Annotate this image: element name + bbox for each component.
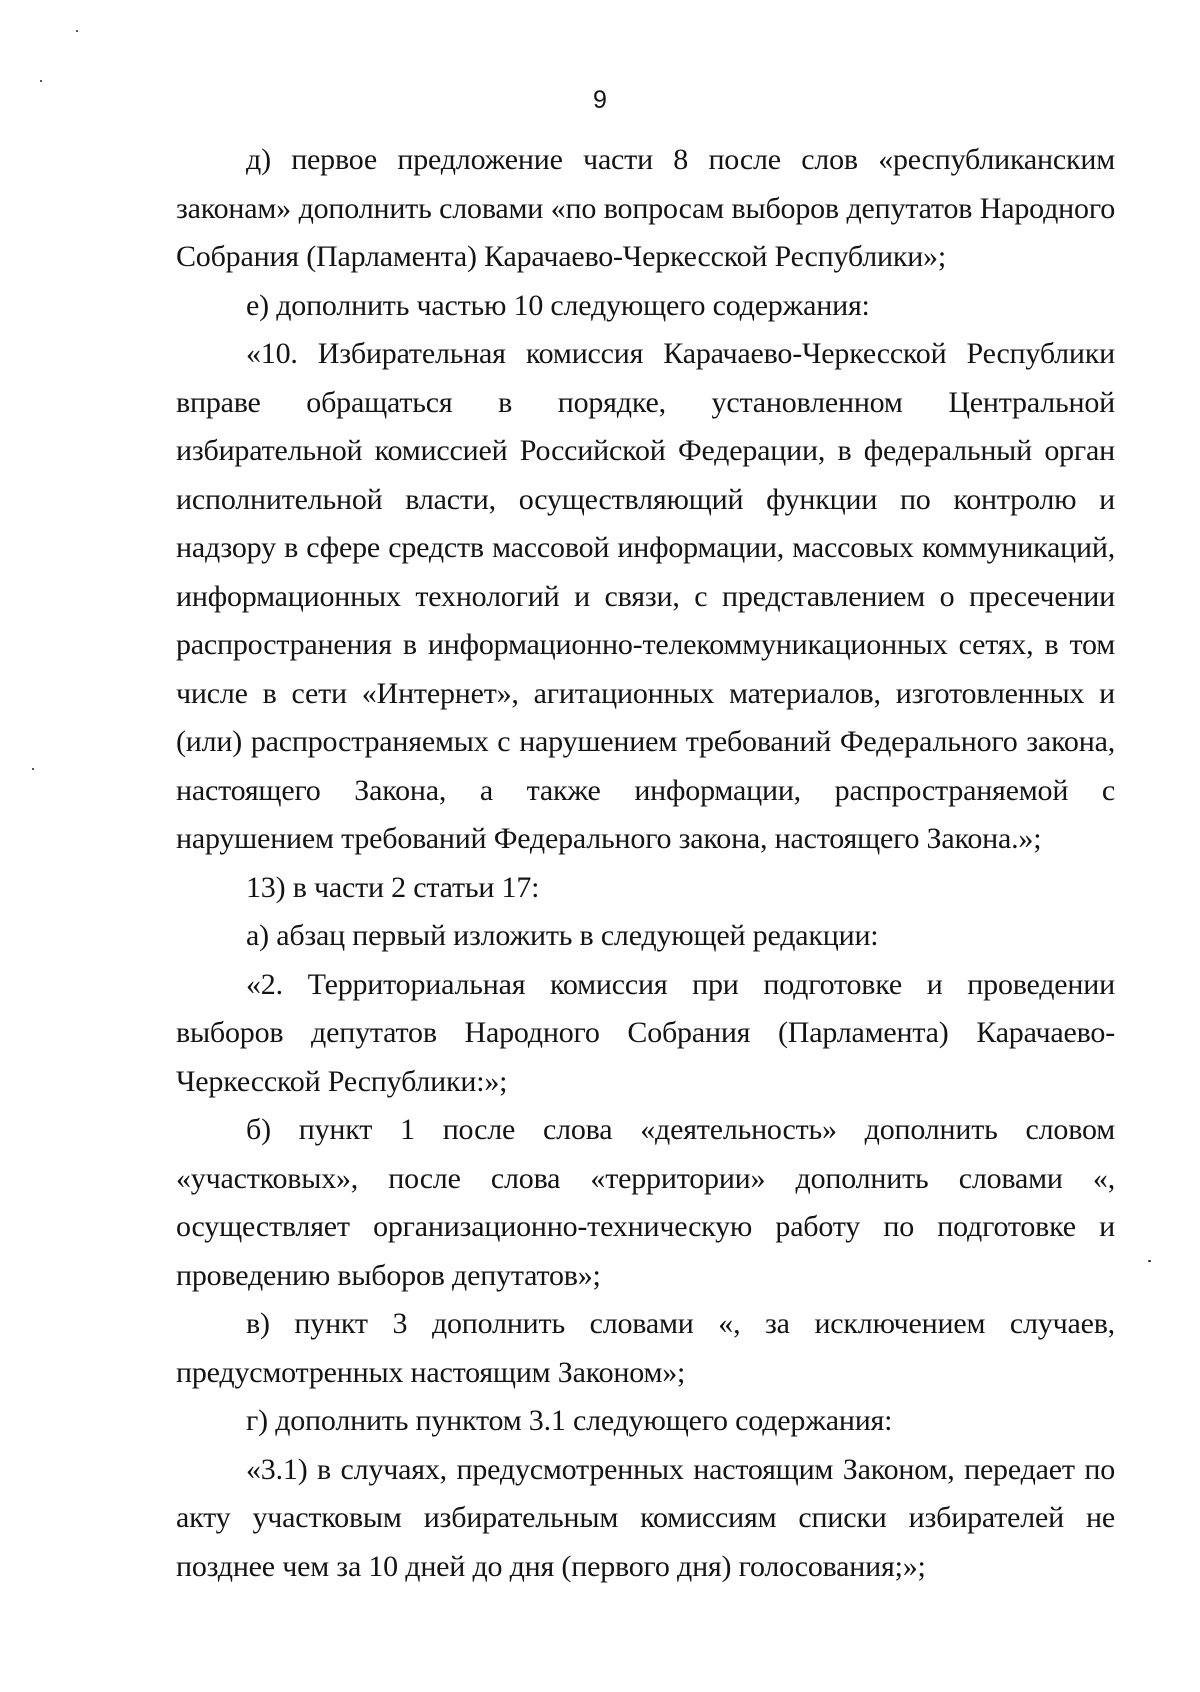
paragraph-part-10: «10. Избирательная комиссия Карачаево-Черкесской Республики вправе обращаться в порядке, установленном Центральной избирательной комиссией Российской Федерации, в федеральный орган исполнительной власти, осуществляющий функции по контролю и надзору в сфере средств массовой информации, массовых коммуникаций, информационных технологий и связи, с представлением о пресечении распространения в информационно-телекоммуникационных сетях, в том числе в сети «Интернет», агитационных материалов, изготовленных и (или) распространяемых с нарушением требований Федерального закона, настоящего Закона, а также информации, распространяемой с нарушением требований Федерального закона, настоящего Закона.»; xyxy=(176,337,1115,855)
paragraph-b: б) пункт 1 после слова «деятельность» дополнить словом «участковых», после слова «территории» дополнить словами «, осуществляет организационно-техническую работу по подготовке и проведению выборов депутатов»; xyxy=(176,1113,1115,1292)
scan-speck xyxy=(1148,1260,1151,1262)
paragraph-g: г) дополнить пунктом 3.1 следующего содержания: xyxy=(246,1404,893,1437)
paragraph-v: в) пункт 3 дополнить словами «, за исключением случаев, предусмотренных настоящим Законом»; xyxy=(176,1307,1115,1389)
page-number: 9 xyxy=(593,86,607,114)
paragraph-item-3-1: «3.1) в случаях, предусмотренных настоящим Законом, передает по акту участковым избирательным комиссиям списки избирателей не позднее чем за 10 дней до дня (первого дня) голосования;»; xyxy=(176,1452,1115,1583)
scan-speck xyxy=(40,80,42,82)
paragraph-d: д) первое предложение части 8 после слов «республиканским законам» дополнить словами «по вопросам выборов депутатов Народного Собрания (Парламента) Карачаево-Черкесской Республики»; xyxy=(176,143,1115,273)
document-body xyxy=(176,136,1115,1591)
paragraph-e: е) дополнить частью 10 следующего содержания: xyxy=(246,288,870,322)
scan-speck xyxy=(76,30,78,32)
paragraph-part-2: «2. Территориальная комиссия при подготовке и проведении выборов депутатов Народного Собрания (Парламента) Карачаево-Черкесской Республики:»; xyxy=(176,967,1115,1098)
paragraph-item-13: 13) в части 2 статьи 17: xyxy=(246,870,540,904)
paragraph-a: а) абзац первый изложить в следующей редакции: xyxy=(246,919,879,952)
scan-speck xyxy=(32,768,34,770)
